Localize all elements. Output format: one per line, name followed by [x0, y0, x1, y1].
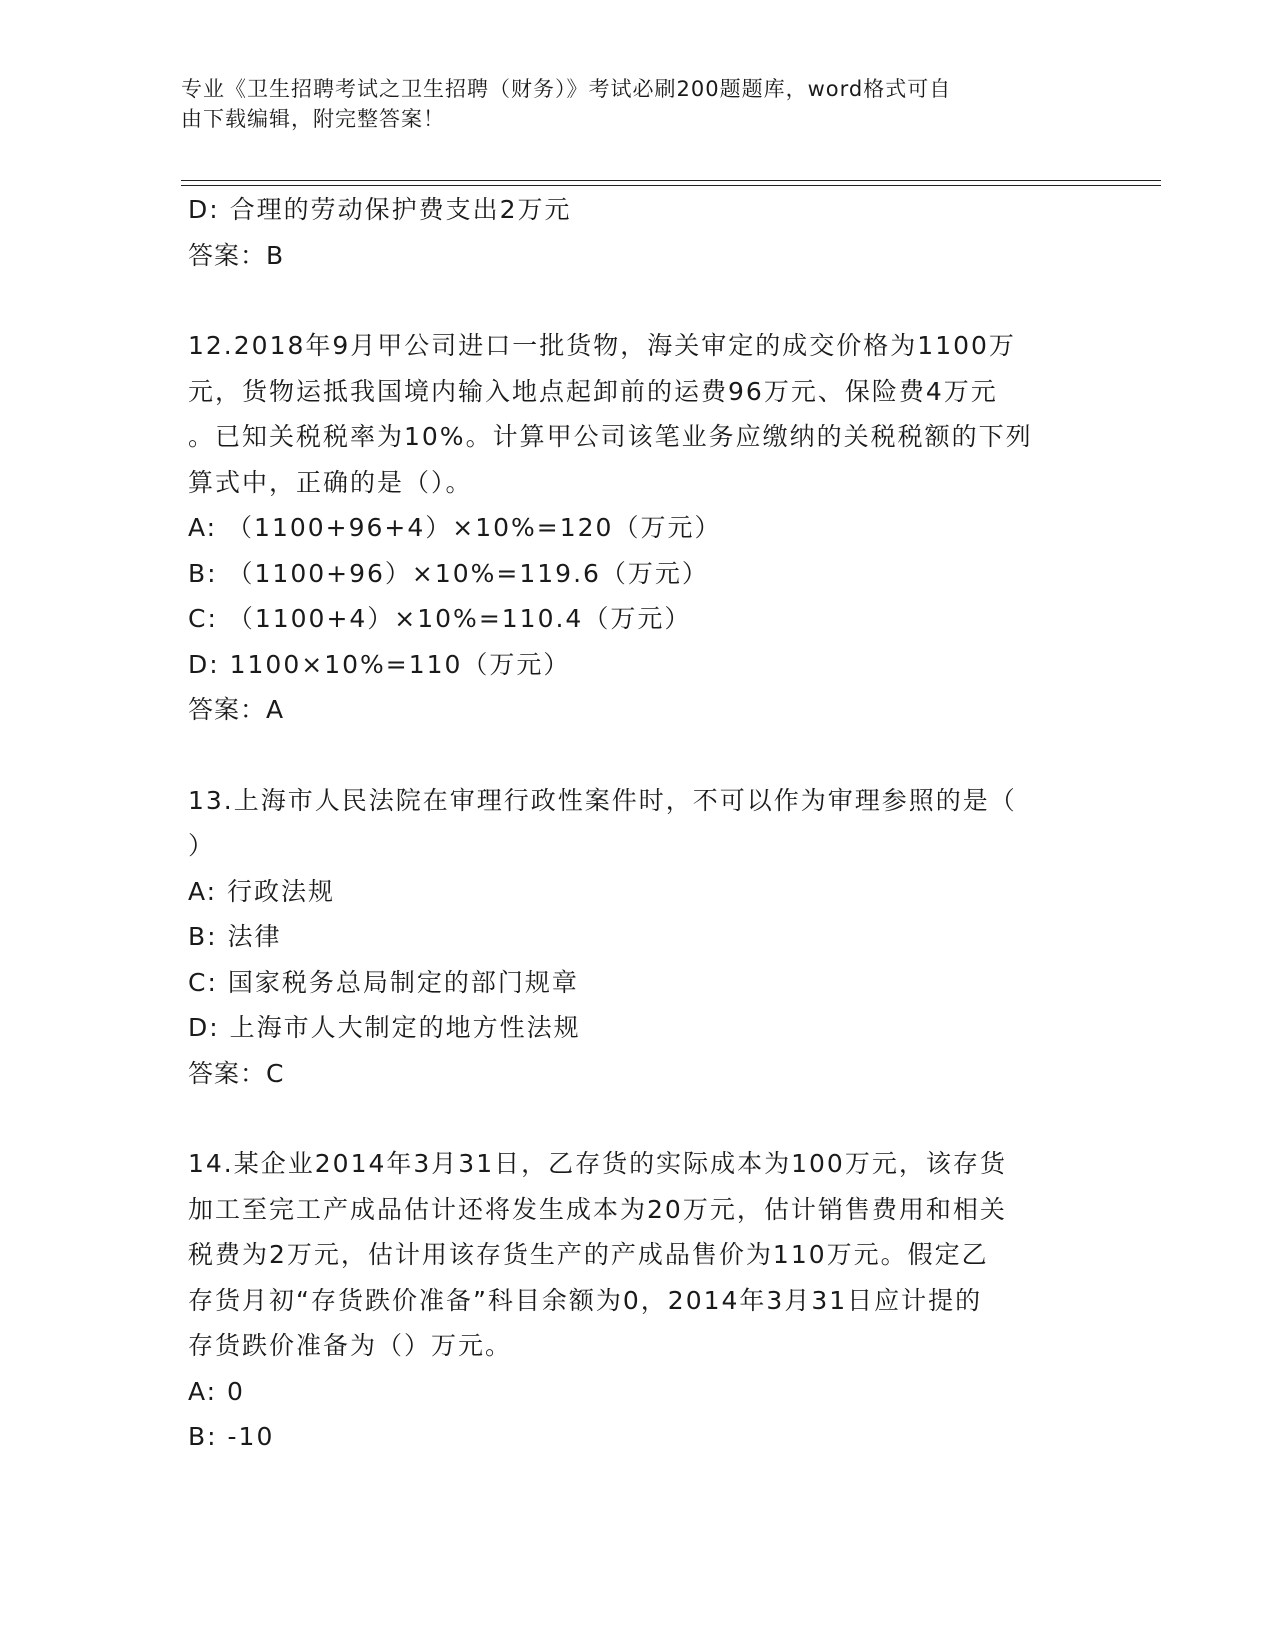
question-13-line: ） — [188, 831, 216, 860]
document-body — [188, 187, 1088, 1460]
question-14-line: 存货月初“存货跌价准备”科目余额为0，2014年3月31日应计提的 — [188, 1285, 983, 1315]
question-12-option-c: C: （1100+4）×10%=110.4（万元） — [188, 604, 692, 633]
question-14-option-b: B: -10 — [188, 1422, 275, 1451]
question-12-answer: 答案：A — [188, 695, 285, 724]
prev-option-d: D: 合理的劳动保护费支出2万元 — [188, 195, 572, 224]
question-13-answer: 答案：C — [188, 1058, 285, 1088]
header-divider-bottom — [181, 185, 1161, 186]
header-line-1: 专业《卫生招聘考试之卫生招聘（财务）》考试必刷200题题库，word格式可自 — [181, 77, 952, 101]
question-13-option-d: D: 上海市人大制定的地方性法规 — [188, 1013, 581, 1042]
header-divider-top — [181, 180, 1161, 181]
question-14-line: 14.某企业2014年3月31日，乙存货的实际成本为100万元，该存货 — [188, 1149, 1007, 1178]
document-header — [181, 74, 1061, 134]
question-12-option-a: A: （1100+96+4）×10%=120（万元） — [188, 513, 722, 542]
question-12-line: 算式中，正确的是（）。 — [188, 467, 473, 497]
question-12-line: 12.2018年9月甲公司进口一批货物，海关审定的成交价格为1100万 — [188, 331, 1016, 360]
question-12-line: 。已知关税税率为10%。计算甲公司该笔业务应缴纳的关税税额的下列 — [188, 422, 1033, 451]
prev-answer: 答案：B — [188, 240, 285, 270]
question-13 — [188, 778, 1088, 1097]
question-14-line: 存货跌价准备为（）万元。 — [188, 1331, 513, 1360]
question-14-option-a: A: 0 — [188, 1376, 245, 1406]
question-14-line: 税费为2万元，估计用该存货生产的产成品售价为110万元。假定乙 — [188, 1240, 989, 1269]
question-13-option-b: B: 法律 — [188, 922, 282, 951]
question-13-line: 13.上海市人民法院在审理行政性案件时，不可以作为审理参照的是（ — [188, 785, 1017, 815]
question-12-option-b: B: （1100+96）×10%=119.6（万元） — [188, 558, 709, 588]
question-13-option-a: A: 行政法规 — [188, 876, 336, 906]
question-12 — [188, 323, 1088, 733]
question-13-option-c: C: 国家税务总局制定的部门规章 — [188, 967, 579, 997]
question-14 — [188, 1141, 1088, 1460]
question-12-option-d: D: 1100×10%=110（万元） — [188, 649, 571, 679]
question-14-line: 加工至完工产成品估计还将发生成本为20万元，估计销售费用和相关 — [188, 1194, 1007, 1224]
header-line-2: 由下载编辑，附完整答案！ — [181, 107, 445, 131]
question-12-line: 元，货物运抵我国境内输入地点起卸前的运费96万元、保险费4万元 — [188, 376, 998, 406]
